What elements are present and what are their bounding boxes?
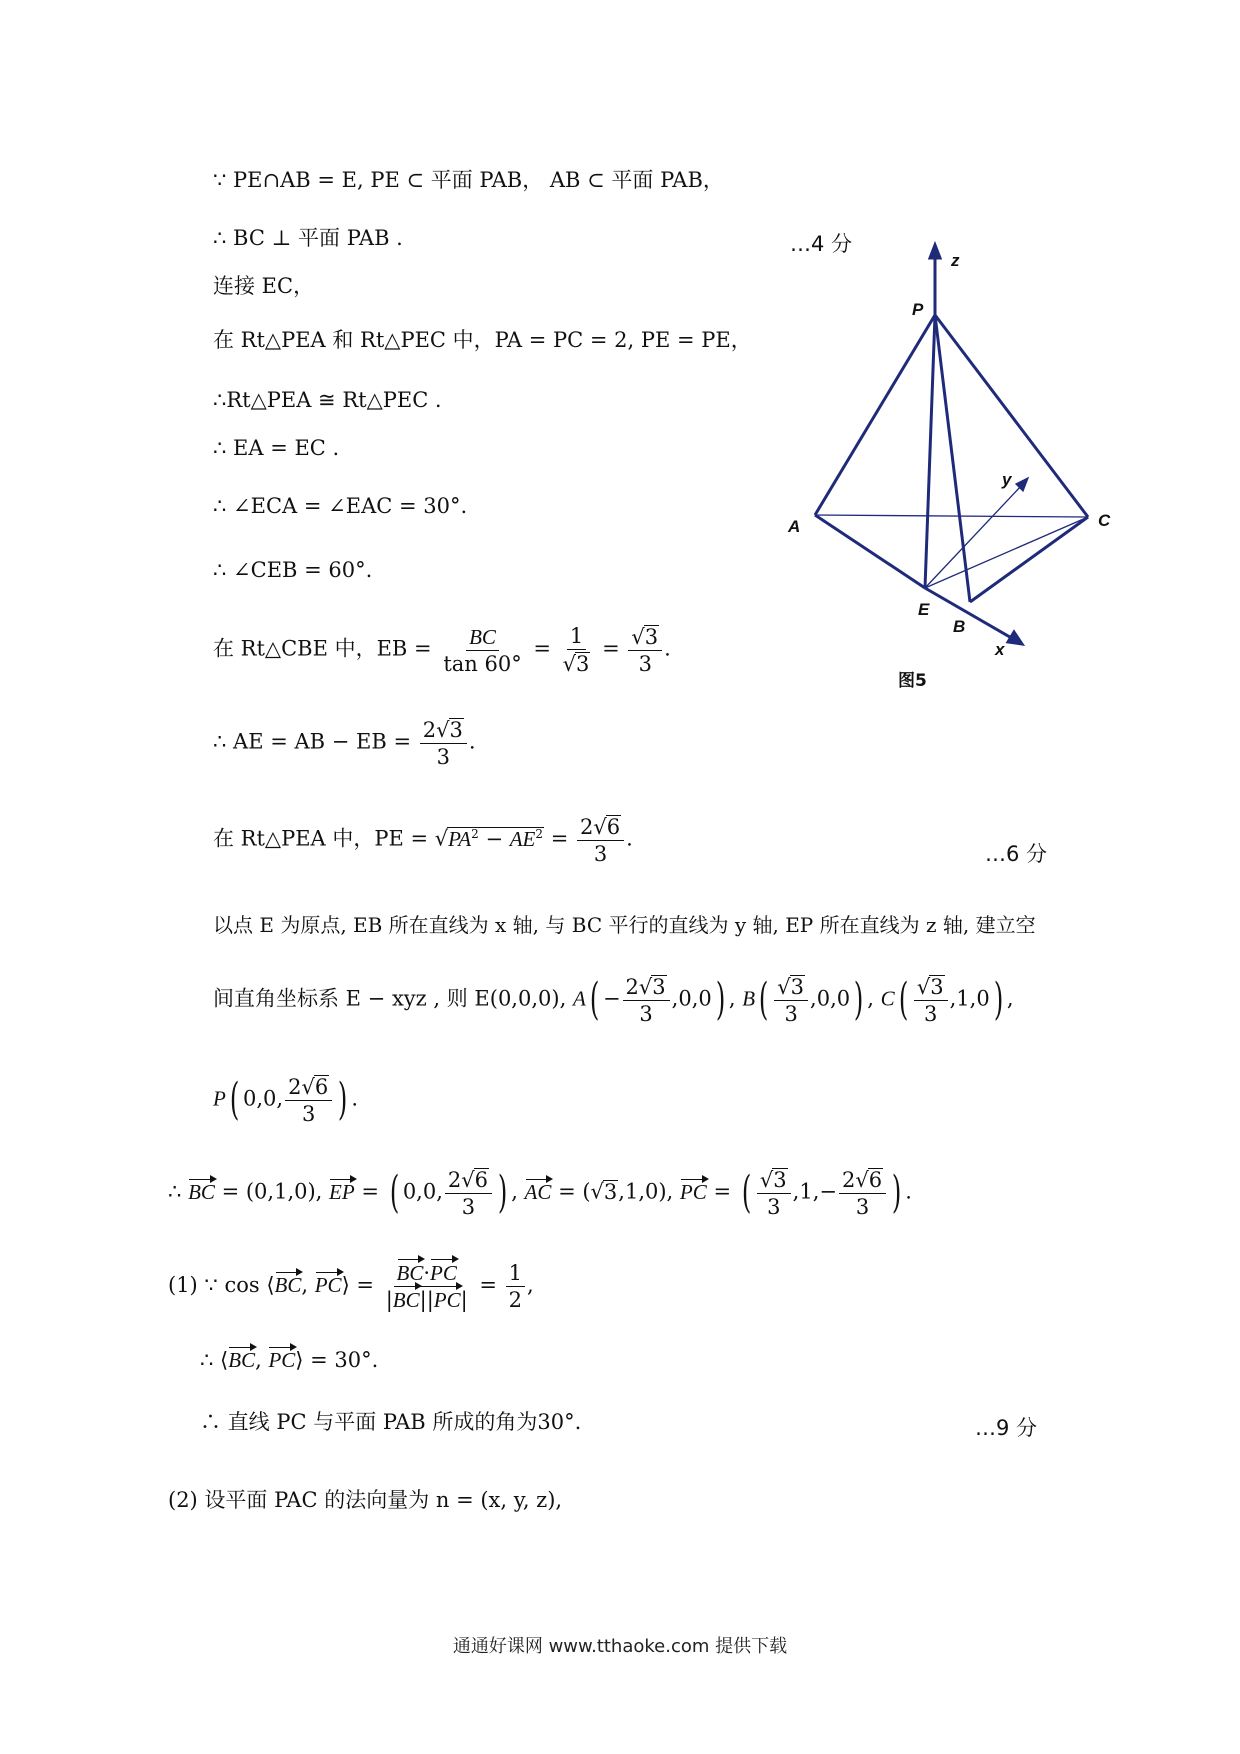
line-3: 连接 EC， <box>213 274 315 298</box>
line-8: ∴ ∠CEB = 60°. <box>213 558 373 582</box>
edge-PC <box>935 315 1088 517</box>
fraction: $\frac{2√3}{3}$ <box>420 718 467 768</box>
line-1: ∵ PE∩AB = E, PE ⊂ 平面 PAB， AB ⊂ 平面 PAB， <box>213 168 724 192</box>
label-P: P <box>912 300 924 319</box>
line-11: 在 Rt△PEA 中，PE = $√PA^2 - AE^2$ = $\frac{2√6}{3}$ . <box>213 815 633 867</box>
line-2: ∴ BC ⊥ 平面 PAB . <box>213 226 403 250</box>
line-19: (2) 设平面 PAC 的法向量为 n = (x, y, z), <box>168 1488 563 1512</box>
edge-PE <box>925 315 935 588</box>
z-arrow <box>930 245 940 258</box>
edge-BC <box>970 517 1088 602</box>
line-16: (1) ∵ cos ⟨BC, PC⟩ = $\frac{BC\cdot PC}{|BC||PC|}$ = $\frac{1}{2}$ , <box>168 1261 534 1313</box>
figure-caption: 图5 <box>898 671 927 691</box>
label-C: C <box>1098 511 1111 530</box>
line-6: ∴ EA = EC . <box>213 436 340 460</box>
line-18: ∴ 直线 PC 与平面 PAB 所成的角为30°. <box>200 1410 582 1434</box>
label-B: B <box>953 617 966 636</box>
score-4: …4 分 <box>790 232 853 256</box>
fraction: $\frac{BC\cdot PC}{|BC||PC|}$ <box>385 1261 468 1313</box>
fraction: $\frac{2√6}{3}$ <box>577 815 624 865</box>
line-15: ∴ BC = (0,1,0), EP = ( 0,0, $\frac{2√6}{3}$ ) , AC = (√3,1,0), PC = ( $\frac{√3}{3}$ ,1,− $\frac{2√6}{3}$ ) . <box>168 1167 912 1220</box>
line-9: 在 Rt△CBE 中，EB = $\frac{BC}{\tan 60^\circ}$ = $\frac{1}{√3}$ = $\frac{√3}{3}$ . <box>213 624 671 677</box>
score-6: …6 分 <box>985 842 1048 866</box>
edge-AC <box>815 515 1088 517</box>
footer: 通通好课网 www.tthaoke.com 提供下载 <box>452 1636 788 1657</box>
line-11-prefix: 在 Rt△PEA 中，PE = <box>213 826 429 851</box>
line-12: 以点 E 为原点, EB 所在直线为 x 轴, 与 BC 平行的直线为 y 轴, EP 所在直线为 z 轴, 建立空 <box>213 913 1036 937</box>
edge-PA <box>815 315 935 515</box>
line-7: ∴ ∠ECA = ∠EAC = 30°. <box>213 494 468 518</box>
fraction: $\frac{1}{√3}$ <box>562 624 590 677</box>
line-5: ∴Rt△PEA ≅ Rt△PEC . <box>213 388 442 412</box>
line-15-prefix: ∴ <box>168 1179 182 1204</box>
line-13-prefix: 间直角坐标系 E − xyz , 则 E(0,0,0), <box>213 986 567 1011</box>
x-arrow <box>1008 632 1022 644</box>
label-x: x <box>995 640 1005 659</box>
fraction: $\frac{√3}{3}$ <box>628 625 662 675</box>
line-14: P( 0,0, $\frac{2√6}{3}$ ) . <box>213 1074 359 1127</box>
pyramid-figure <box>770 240 1130 700</box>
edge-AE <box>815 515 925 588</box>
label-y: y <box>1002 470 1012 489</box>
line-13: 间直角坐标系 E − xyz , 则 E(0,0,0), A( − $\frac{2√3}{3}$ ,0,0) , B( $\frac{√3}{3}$ ,0,0) , C( $\frac{√3}{3}$ ,1,0) , <box>213 974 1014 1027</box>
line-17-prefix: ∴ <box>200 1348 214 1372</box>
line-16-prefix: (1) ∵ cos <box>168 1273 260 1298</box>
score-9: …9 分 <box>975 1416 1038 1440</box>
line-10-prefix: ∴ AE = AB − EB = <box>213 729 412 754</box>
fraction: $\frac{1}{2}$ <box>506 1262 525 1311</box>
line-4: 在 Rt△PEA 和 Rt△PEC 中，PA = PC = 2, PE = PE， <box>213 328 752 352</box>
fraction: $\frac{BC}{\tan 60^\circ}$ <box>443 624 522 676</box>
label-A: A <box>788 517 801 536</box>
line-10: ∴ AE = AB − EB = $\frac{2√3}{3}$ . <box>213 718 476 770</box>
line-17: ∴ ⟨BC, PC⟩ = 30°. <box>200 1348 379 1372</box>
line-9-prefix: 在 Rt△CBE 中，EB = <box>213 636 432 661</box>
y-axis <box>925 485 1022 588</box>
label-E: E <box>918 600 930 619</box>
label-z: z <box>951 251 960 270</box>
